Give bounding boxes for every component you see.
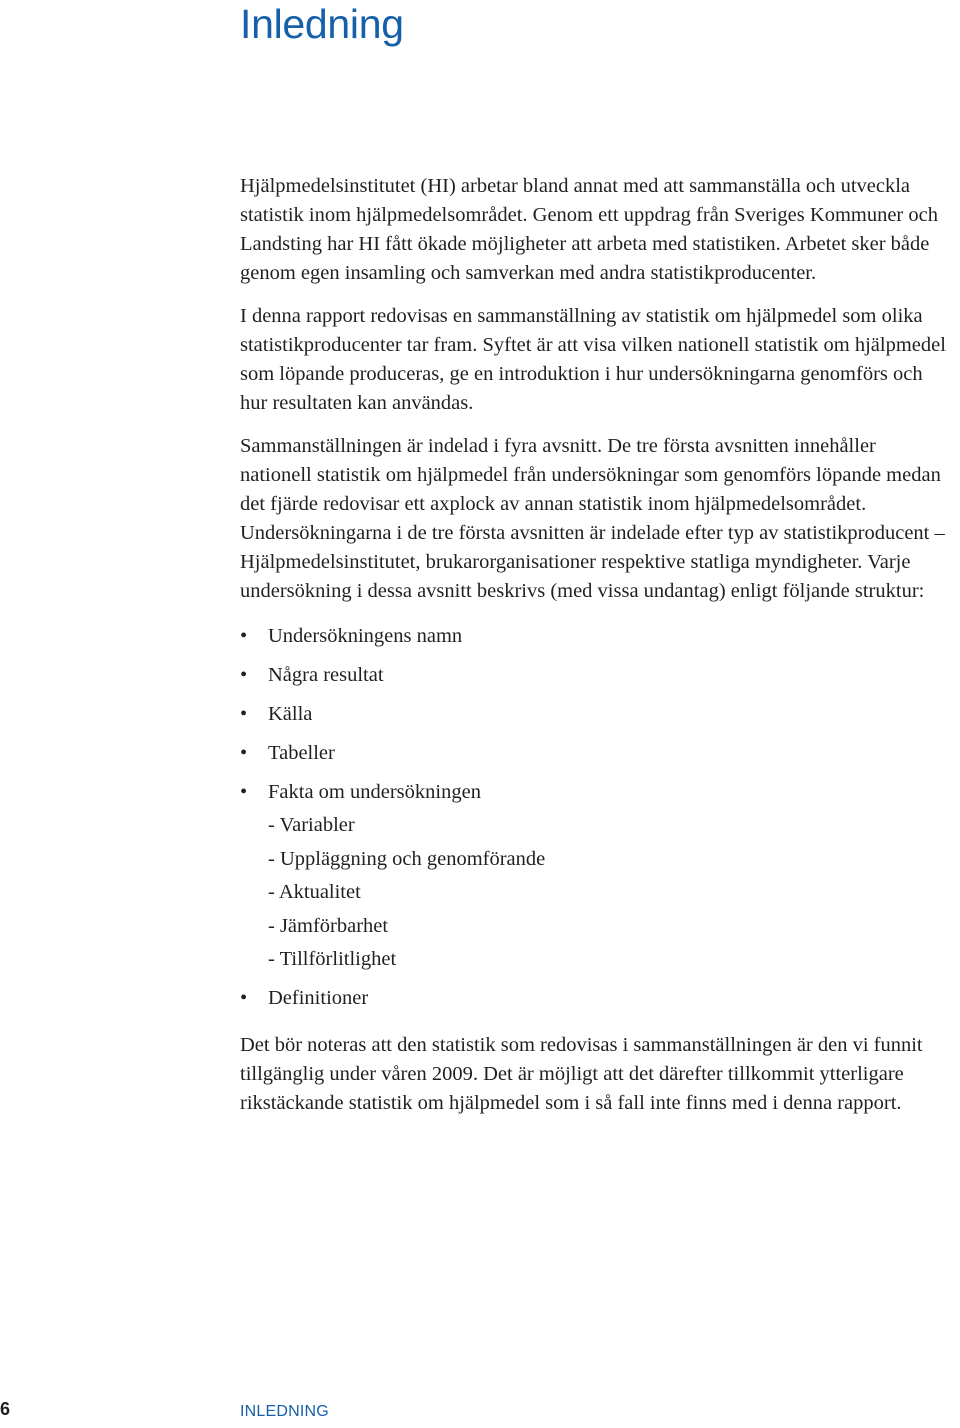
- list-item: [240, 984, 952, 1013]
- bullet-icon: •: [240, 625, 248, 647]
- body-text: [240, 172, 952, 1132]
- list-item: [240, 778, 952, 974]
- paragraph-purpose: I denna rapport redovisas en sammanställning av statistik om hjälpmedel som olika statistikproducenter tar fram. Syftet är att visa vilken nationell statistik om hjälpmedel som löpande produceras, ge en introduktion i hur undersökningarna genomförs och hur resultaten kan användas.: [240, 305, 946, 414]
- sublist-item: - Aktualitet: [268, 881, 361, 903]
- page-number: 6: [0, 1399, 11, 1419]
- bullet-icon: •: [240, 664, 248, 686]
- list-item: [240, 739, 952, 768]
- bullet-icon: •: [240, 742, 248, 764]
- paragraph-closing: Det bör noteras att den statistik som redovisas i sammanställningen är den vi funnit tillgänglig under våren 2009. Det är möjligt att det därefter tillkommit ytterligare rikstäckande statistik om hjälpmedel som i så fall inte finns med i denna rapport.: [240, 1034, 923, 1114]
- fact-sublist: [268, 811, 952, 974]
- list-item-label: Undersökningens namn: [268, 625, 463, 647]
- bullet-icon: •: [240, 781, 248, 803]
- sublist-item: - Tillförlitlighet: [268, 948, 397, 970]
- sublist-item: - Variabler: [268, 814, 355, 836]
- list-item: [240, 622, 952, 651]
- list-item-label: Källa: [268, 703, 313, 725]
- paragraph-structure: Sammanställningen är indelad i fyra avsnitt. De tre första avsnitten innehåller nationell statistik om hjälpmedel från undersökningar som genomförs löpande medan det fjärde redovisar ett axplock av annan statistik inom hjälpmedelsområdet. Undersökningarna i de tre första avsnitten är indelade efter typ av statistikproducent – Hjälpmedelsinstitutet, brukarorganisationer respektive statliga myndigheter. Varje undersökning i dessa avsnitt beskrivs (med vissa undantag) enligt följande struktur:: [240, 435, 945, 602]
- structure-list: [240, 622, 952, 1013]
- bullet-icon: •: [240, 987, 248, 1009]
- bullet-icon: •: [240, 703, 248, 725]
- list-item: [240, 661, 952, 690]
- sublist-item: - Uppläggning och genomförande: [268, 847, 546, 870]
- paragraph-intro: Hjälpmedelsinstitutet (HI) arbetar bland annat med att sammanställa och utveckla statistik inom hjälpmedelsområdet. Genom ett uppdrag från Sveriges Kommuner och Landsting har HI fått ökade möjligheter att arbeta med statistiken. Arbetet sker både genom egen insamling och samverkan med andra statistikproducenter.: [240, 175, 938, 284]
- list-item: [240, 700, 952, 729]
- list-item-label: Fakta om undersökningen: [268, 781, 481, 803]
- list-item-label: Definitioner: [268, 987, 369, 1009]
- footer-section-label: INLEDNING: [240, 1403, 329, 1420]
- page-title: Inledning: [240, 1, 404, 47]
- list-item-label: Några resultat: [268, 664, 384, 686]
- list-item-label: Tabeller: [268, 742, 335, 764]
- sublist-item: - Jämförbarhet: [268, 914, 389, 937]
